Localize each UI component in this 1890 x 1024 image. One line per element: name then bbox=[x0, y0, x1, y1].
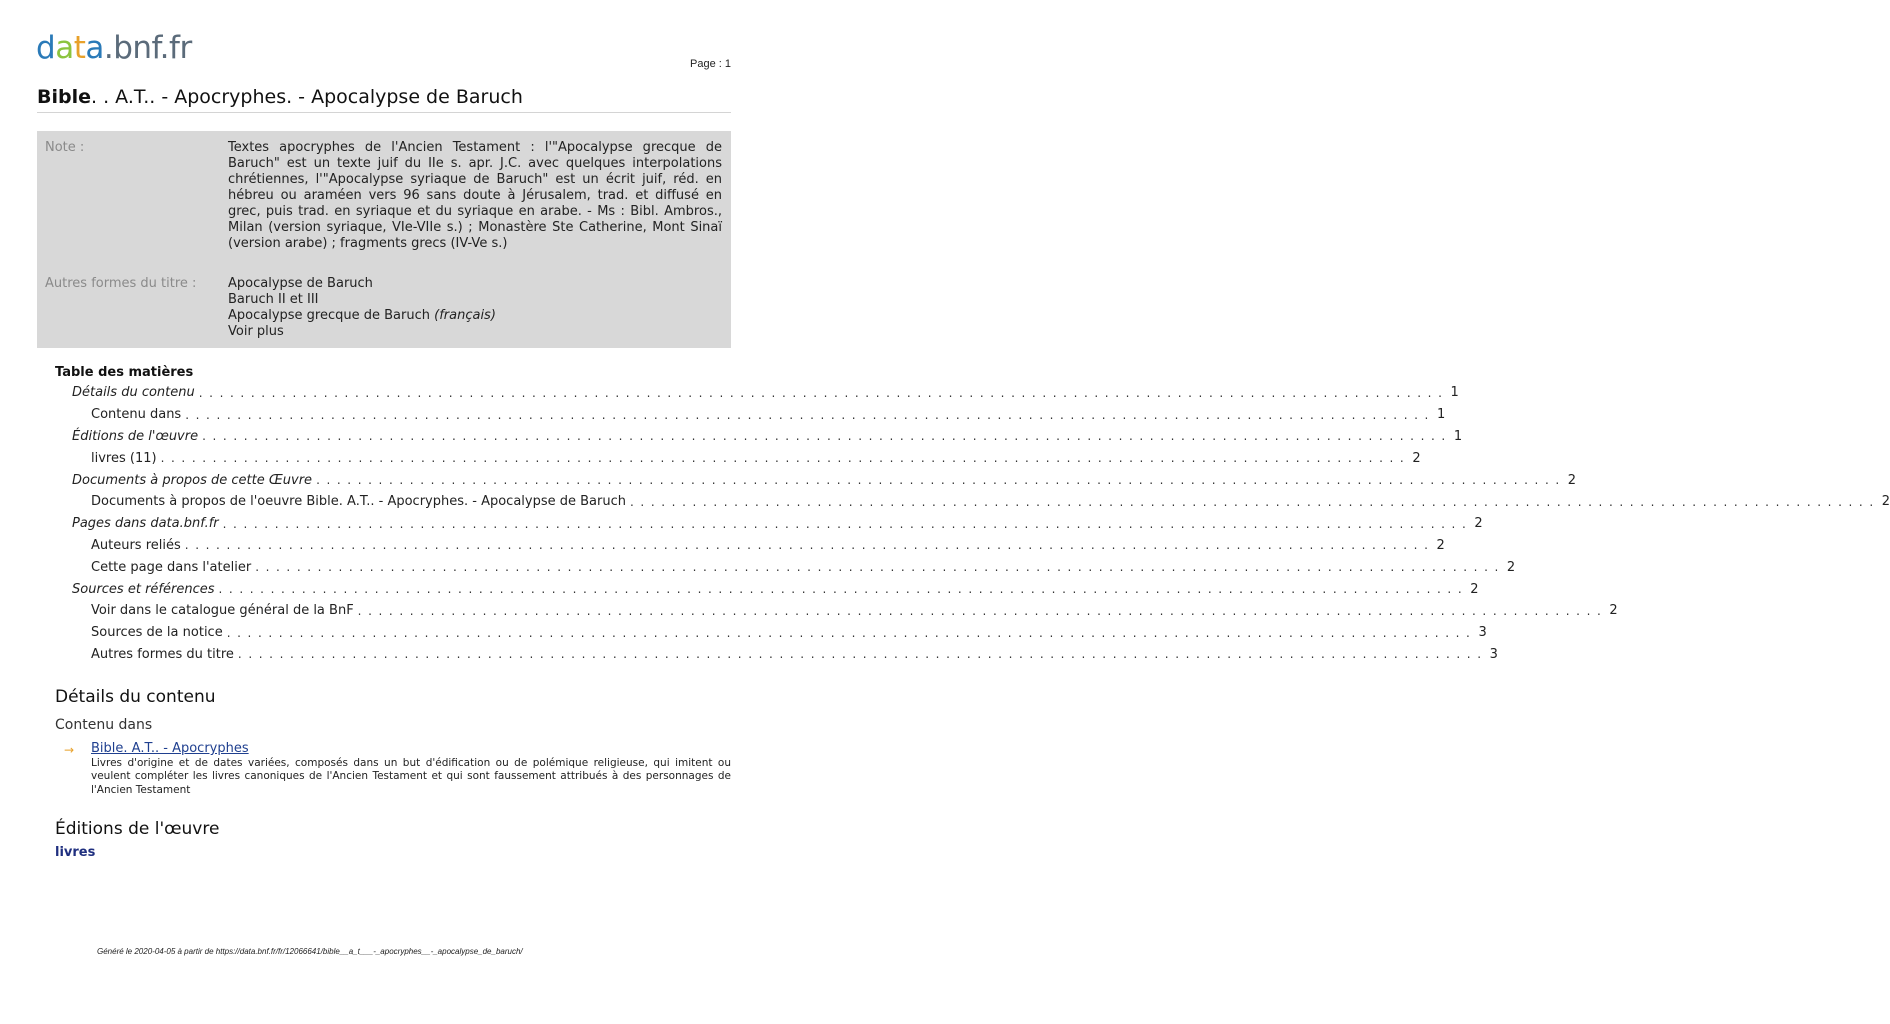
toc-leader-dots: ........................................................................................................................ bbox=[255, 560, 1505, 575]
toc-entry[interactable] bbox=[55, 622, 1487, 644]
toc-entry-page: 2 bbox=[1474, 516, 1483, 532]
toc-entry-label: Sources de la notice bbox=[91, 625, 227, 640]
toc-leader-dots: ........................................................................................................................ bbox=[160, 451, 1411, 466]
footer-generated: Généré le 2020-04-05 à partir de https://data.bnf.fr/fr/12066641/bible__a_t___-_apocryphes__-_apocalypse_de_baruch/ bbox=[97, 947, 523, 956]
editions-heading: Éditions de l'œuvre bbox=[55, 819, 220, 839]
note-text: Textes apocryphes de l'Ancien Testament : l'"Apocalypse grecque de Baruch" est un texte juif du IIe s. apr. J.C. avec quelques interpolations chrétiennes, l'"Apocalypse syriaque de Baruch" est un écrit juif, réd. en hébreu ou araméen vers 96 sans doute à Jérusalem, trad. et diffusé en grec, puis trad. en syriaque et du syriaque en arabe. - Ms : Bibl. Ambros., Milan (version syriaque, VIe-VIIe s.) ; Monastère Ste Catherine, Mont Sinaï (version arabe) ; fragments grecs (IV-Ve s.) bbox=[228, 140, 722, 251]
toc-entry-page: 2 bbox=[1470, 581, 1479, 597]
logo-domain: .bnf.fr bbox=[103, 30, 192, 66]
alt-titles-list bbox=[228, 276, 722, 340]
toc-entry-label: Documents à propos de cette Œuvre bbox=[72, 473, 316, 488]
toc-entry-page: 2 bbox=[1881, 494, 1890, 510]
details-heading: Détails du contenu bbox=[55, 687, 216, 707]
toc-entry[interactable] bbox=[55, 578, 1479, 600]
toc-leader-dots: ........................................................................................................................ bbox=[202, 429, 1452, 444]
toc-entry-label: Détails du contenu bbox=[72, 385, 199, 400]
toc-entry[interactable] bbox=[55, 513, 1483, 535]
toc-leader-dots: ........................................................................................................................ bbox=[198, 385, 1449, 400]
toc-entry-page: 2 bbox=[1412, 450, 1421, 466]
logo-letter-t: t bbox=[73, 30, 86, 66]
logo-letter-d: d bbox=[36, 30, 56, 66]
toc-entry-page: 1 bbox=[1436, 407, 1446, 423]
arrow-right-icon: → bbox=[64, 743, 75, 757]
toc-entry-label: Sources et références bbox=[72, 582, 219, 597]
toc-leader-dots: ........................................................................................................................ bbox=[630, 494, 1880, 509]
toc-entry-label: Contenu dans bbox=[91, 407, 185, 422]
toc-leader-dots: ........................................................................................................................ bbox=[222, 516, 1473, 531]
toc-entry-page: 1 bbox=[1450, 385, 1459, 401]
voir-plus-link[interactable]: Voir plus bbox=[228, 324, 284, 339]
toc-entry-label: Documents à propos de l'oeuvre Bible. A.T.. - Apocryphes. - Apocalypse de Baruch bbox=[91, 494, 630, 509]
alt-title: Apocalypse grecque de Baruch (français) bbox=[228, 308, 496, 323]
toc-entry[interactable] bbox=[55, 600, 1618, 622]
toc-entry[interactable] bbox=[55, 556, 1516, 578]
title-rest: . . A.T.. - Apocryphes. - Apocalypse de Baruch bbox=[91, 86, 523, 108]
toc-entry[interactable] bbox=[55, 382, 1459, 404]
toc-entry-label: Pages dans data.bnf.fr bbox=[72, 516, 223, 531]
page-title bbox=[37, 86, 523, 108]
toc-leader-dots: ........................................................................................................................ bbox=[185, 407, 1435, 422]
site-logo[interactable] bbox=[36, 30, 192, 66]
toc-entry[interactable] bbox=[55, 469, 1577, 491]
toc-leader-dots: ........................................................................................................................ bbox=[237, 647, 1488, 662]
toc-entry-label: Auteurs reliés bbox=[91, 538, 185, 553]
toc-leader-dots: ........................................................................................................................ bbox=[226, 625, 1477, 640]
apocryphes-link[interactable]: Bible. A.T.. - Apocryphes bbox=[91, 741, 249, 756]
title-bold: Bible bbox=[37, 86, 91, 108]
toc-entry-label: Éditions de l'œuvre bbox=[72, 429, 202, 444]
toc-entry-page: 2 bbox=[1436, 537, 1445, 553]
toc-entry-page: 3 bbox=[1478, 625, 1487, 641]
contenu-dans-subheading: Contenu dans bbox=[55, 717, 153, 733]
toc-entry[interactable] bbox=[55, 491, 1890, 513]
toc-entry-page: 2 bbox=[1609, 603, 1618, 619]
toc-entry-label: livres (11) bbox=[91, 451, 161, 466]
alt-title: Apocalypse de Baruch bbox=[228, 276, 373, 291]
note-label: Note : bbox=[45, 140, 85, 155]
toc-leader-dots: ........................................................................................................................ bbox=[184, 538, 1435, 553]
info-box bbox=[37, 131, 731, 348]
toc-entry[interactable] bbox=[55, 426, 1463, 448]
toc-entry[interactable] bbox=[55, 447, 1421, 469]
logo-letter-a2: a bbox=[85, 30, 104, 66]
livres-label[interactable]: livres bbox=[55, 845, 96, 860]
toc-entry-page: 3 bbox=[1489, 646, 1498, 662]
toc-entry-page: 2 bbox=[1506, 559, 1516, 575]
apocryphes-description: Livres d'origine et de dates variées, composés dans un but d'édification ou de polémique religieuse, qui imitent ou veulent compléter les livres canoniques de l'Ancien Testament et qui sont faussement attribués à des personnages de l'Ancien Testament bbox=[91, 757, 731, 796]
toc-entry[interactable] bbox=[55, 535, 1445, 557]
table-of-contents bbox=[55, 382, 1890, 665]
toc-entry-label: Cette page dans l'atelier bbox=[91, 560, 255, 575]
toc-entry-label: Voir dans le catalogue général de la BnF bbox=[91, 603, 358, 618]
logo-letter-a: a bbox=[55, 30, 74, 66]
toc-entry-label: Autres formes du titre bbox=[91, 647, 238, 662]
alt-title: Baruch II et III bbox=[228, 292, 319, 307]
toc-entry[interactable] bbox=[55, 404, 1446, 426]
toc-entry-page: 1 bbox=[1453, 428, 1463, 444]
toc-entry[interactable] bbox=[55, 644, 1498, 666]
toc-entry-page: 2 bbox=[1567, 472, 1577, 488]
alt-titles-label: Autres formes du titre : bbox=[45, 276, 197, 291]
page-number: Page : 1 bbox=[690, 58, 731, 70]
toc-leader-dots: ........................................................................................................................ bbox=[316, 473, 1566, 488]
toc-leader-dots: ........................................................................................................................ bbox=[357, 603, 1608, 618]
title-divider bbox=[37, 112, 731, 113]
toc-leader-dots: ........................................................................................................................ bbox=[218, 582, 1469, 597]
toc-title: Table des matières bbox=[55, 365, 194, 380]
